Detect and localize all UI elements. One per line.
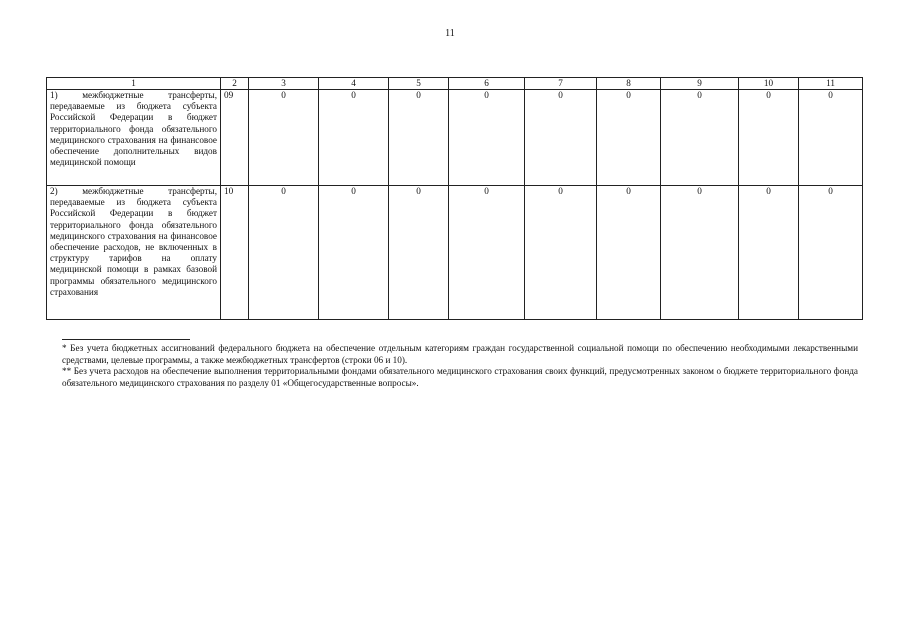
column-header: 9 [661, 78, 739, 90]
column-header: 11 [799, 78, 863, 90]
row-value: 0 [389, 90, 449, 186]
row-value: 0 [597, 90, 661, 186]
column-header: 4 [319, 78, 389, 90]
page-number: 11 [445, 28, 455, 39]
table-row [47, 186, 863, 320]
column-header: 3 [249, 78, 319, 90]
row-value: 0 [661, 186, 739, 320]
report-table [46, 77, 863, 320]
row-value: 0 [449, 186, 525, 320]
row-value: 0 [739, 90, 799, 186]
row-value: 0 [661, 90, 739, 186]
row-value: 0 [525, 90, 597, 186]
column-header: 8 [597, 78, 661, 90]
column-header: 6 [449, 78, 525, 90]
row-code: 10 [221, 186, 249, 320]
row-description: 1) межбюджетные трансферты, передаваемые из бюджета субъекта Российской Федерации в бюджет территориального фонда обязательного медицинского страхования на финансовое обеспечение дополнительных видов медицинской помощи [47, 90, 221, 186]
column-header: 1 [47, 78, 221, 90]
row-code: 09 [221, 90, 249, 186]
footnote-single-asterisk: * Без учета бюджетных ассигнований федерального бюджета на обеспечение отдельным категориям граждан государственной социальной помощи по обеспечению необходимыми лекарственными средствами, целевые программы, а также межбюджетных трансфертов (строки 06 и 10). [62, 343, 858, 365]
row-value: 0 [249, 186, 319, 320]
row-value: 0 [319, 90, 389, 186]
row-value: 0 [597, 186, 661, 320]
row-value: 0 [525, 186, 597, 320]
column-header: 2 [221, 78, 249, 90]
row-value: 0 [799, 90, 863, 186]
row-value: 0 [739, 186, 799, 320]
row-value: 0 [389, 186, 449, 320]
row-value: 0 [249, 90, 319, 186]
column-header: 7 [525, 78, 597, 90]
row-value: 0 [799, 186, 863, 320]
row-value: 0 [449, 90, 525, 186]
footnote-divider [62, 339, 190, 340]
footnotes [62, 343, 858, 389]
column-header: 5 [389, 78, 449, 90]
table-row [47, 90, 863, 186]
footnote-double-asterisk: ** Без учета расходов на обеспечение выполнения территориальными фондами обязательного медицинского страхования своих функций, предусмотренных законом о бюджете территориального фонда обязательного медицинского страхования по разделу 01 «Общегосударственные вопросы». [62, 366, 858, 388]
header-row [47, 78, 863, 90]
column-header: 10 [739, 78, 799, 90]
row-value: 0 [319, 186, 389, 320]
row-description: 2) межбюджетные трансферты, передаваемые из бюджета субъекта Российской Федерации в бюджет территориального фонда обязательного медицинского страхования на финансовое обеспечение расходов, не включенных в структуру тарифов на оплату медицинской помощи в рамках базовой программы обязательного медицинского страхования [47, 186, 221, 320]
